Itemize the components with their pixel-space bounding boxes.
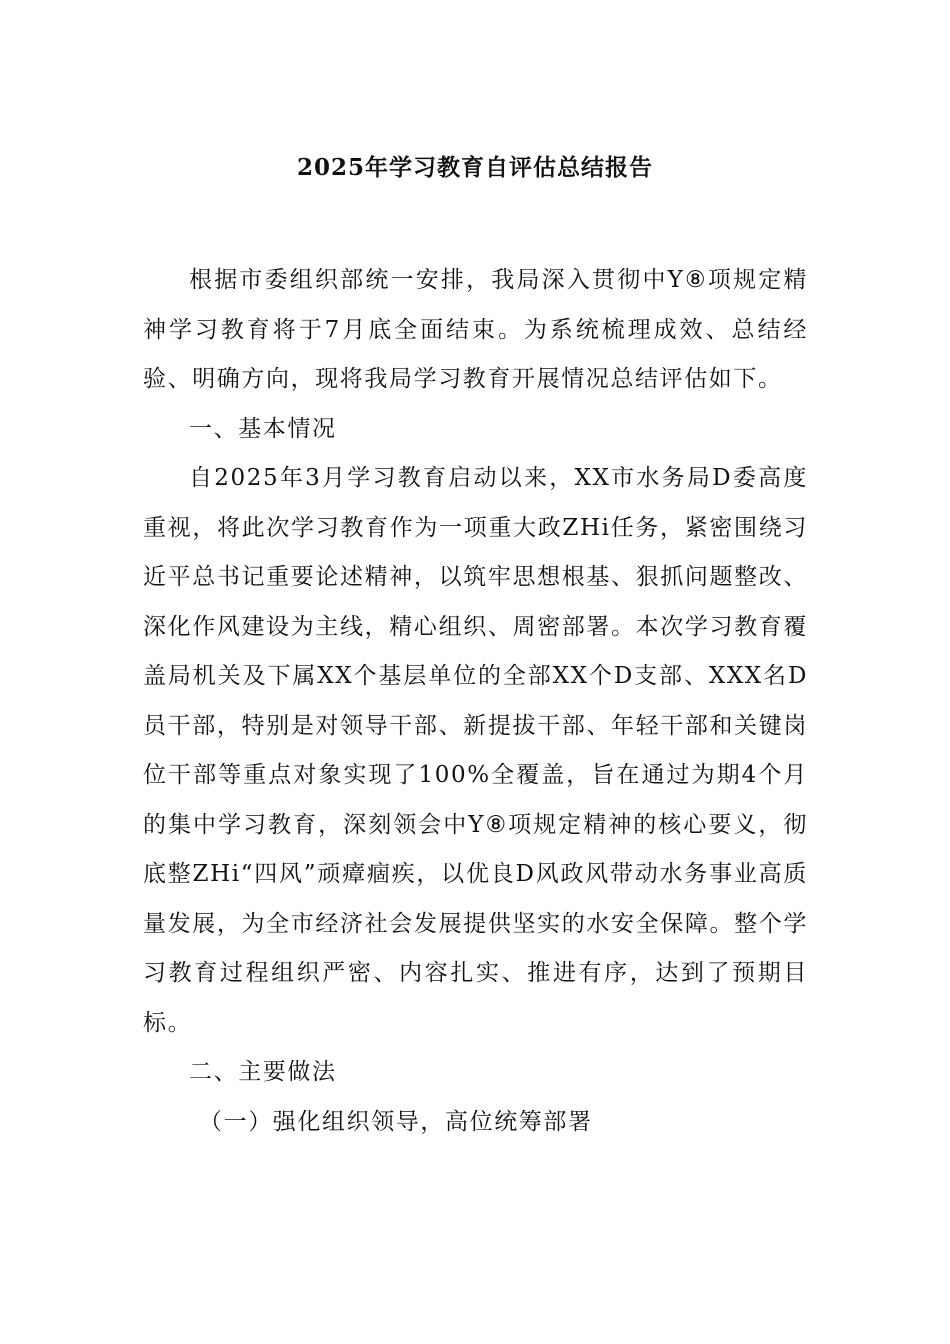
document-title: 2025年学习教育自评估总结报告 xyxy=(296,154,653,181)
subsection-heading-organization: （一）强化组织领导，高位统筹部署 xyxy=(199,1108,593,1135)
section-heading-basic-situation: 一、基本情况 xyxy=(189,415,337,442)
section-heading-main-practices: 二、主要做法 xyxy=(189,1059,337,1085)
intro-paragraph: 根据市委组织部统一安排，我局深入贯彻中Y⑧项规定精神学习教育将于7月底全面结束。为系统梳理成效、总结经验、明确方向，现将我局学习教育开展情况总结评估如下。 xyxy=(143,267,808,392)
basic-situation-paragraph: 自2025年3月学习教育启动以来，XX市水务局D委高度重视，将此次学习教育作为一项重大政ZHi任务，紧密围绕习近平总书记重要论述精神，以筑牢思想根基、狠抓问题整改、深化作风建设为主线，精心组织、周密部署。本次学习教育覆盖局机关及下属XX个基层单位的全部XX个D支部、XXX名D员干部，特别是对领导干部、新提拔干部、年轻干部和关键岗位干部等重点对象实现了100%全覆盖，旨在通过为期4个月的集中学习教育，深刻领会中Y⑧项规定精神的核心要义，彻底整ZHi“四风”顽瘴痼疾，以优良D风政风带动水务事业高质量发展，为全市经济社会发展提供坚实的水安全保障。整个学习教育过程组织严密、内容扎实、推进有序，达到了预期目标。 xyxy=(143,465,808,1036)
document-body xyxy=(143,256,808,1147)
